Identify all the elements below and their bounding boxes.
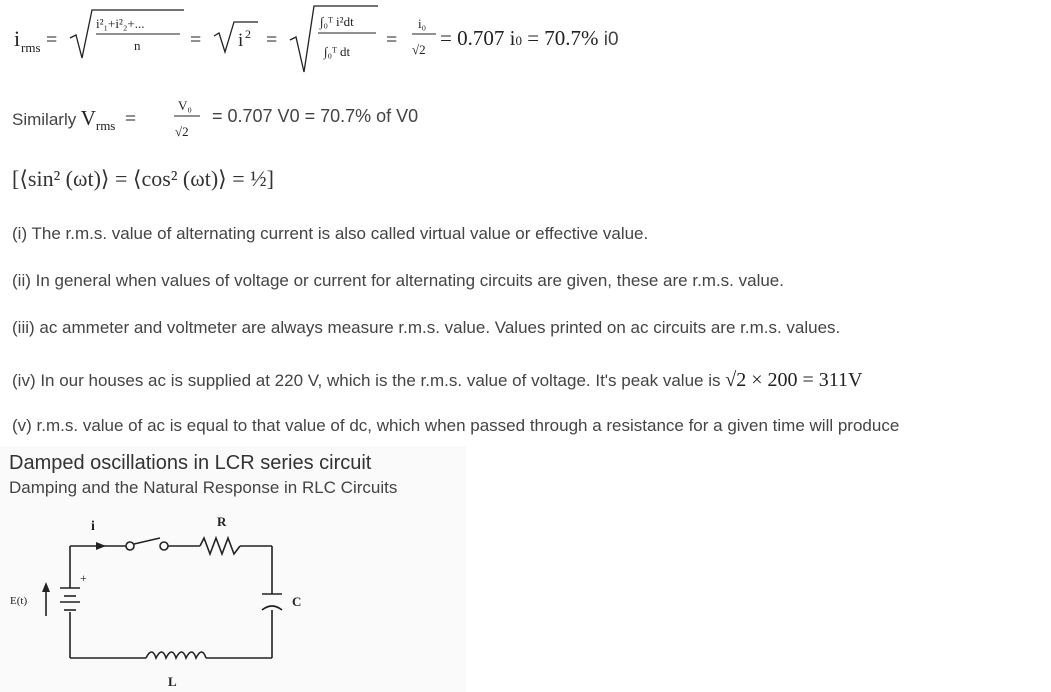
point-ii: (ii) In general when values of voltage or current for alternating circuits are given, these are r.m.s. value. — [12, 271, 784, 290]
section-subtitle: Damping and the Natural Response in RLC Circuits — [9, 478, 398, 497]
svg-text:∫₀ᵀ dt: ∫₀ᵀ dt — [324, 44, 351, 59]
lcr-circuit-diagram — [0, 500, 330, 692]
sin-cos-identity: [⟨sin² (ωt)⟩ = ⟨cos² (ωt)⟩ = ½] — [12, 166, 274, 191]
irms-result: = 0.707 i0 = 70.7% i0 — [440, 26, 619, 50]
svg-text:√2: √2 — [412, 42, 426, 57]
capacitor-label: C — [292, 594, 302, 609]
svg-text:=: = — [46, 29, 58, 51]
vrms-line: Similarly $V_{rms}$ = — [12, 106, 137, 133]
svg-text:i: i — [238, 30, 244, 51]
svg-text:=: = — [190, 29, 202, 51]
svg-text:=: = — [266, 29, 278, 51]
svg-text:i²₁+i²₂+...: i²₁+i²₂+... — [96, 16, 145, 31]
svg-text:V₀: V₀ — [178, 98, 192, 113]
point-iv: (iv) In our houses ac is supplied at 220 V, which is the r.m.s. value of voltage. It's peak value is √2 × 200 = 311V — [12, 369, 863, 391]
inductor-label: L — [168, 674, 177, 689]
svg-text:√2: √2 — [175, 124, 189, 139]
svg-text:=: = — [386, 29, 398, 51]
current-label: i — [91, 519, 95, 534]
resistor-label: R — [217, 514, 227, 529]
vrms-result: = 0.707 V0 = 70.7% of V0 — [212, 106, 419, 126]
svg-text:n: n — [134, 38, 141, 53]
svg-text:2: 2 — [245, 27, 251, 41]
svg-text:∫₀ᵀ i²dt: ∫₀ᵀ i²dt — [320, 14, 354, 29]
point-i: (i) The r.m.s. value of alternating current is also called virtual value or effective value. — [12, 224, 649, 243]
svg-text:i₀: i₀ — [418, 16, 427, 31]
vrms-fraction — [170, 94, 210, 144]
point-iii: (iii) ac ammeter and voltmeter are always measure r.m.s. value. Values printed on ac circuits are r.m.s. values. — [12, 318, 841, 337]
svg-text:i: i — [14, 26, 21, 51]
plus-label: + — [80, 571, 87, 585]
point-v: (v) r.m.s. value of ac is equal to that value of dc, which when passed through a resistance for a given time will produce — [12, 416, 900, 435]
section-title: Damped oscillations in LCR series circuit — [9, 452, 372, 474]
peak-expression: √2 × 200 = 311V — [725, 369, 863, 391]
vrms-prefix: Similarly — [12, 110, 77, 129]
source-label: E(t) — [10, 595, 28, 607]
svg-text:rms: rms — [21, 40, 41, 55]
